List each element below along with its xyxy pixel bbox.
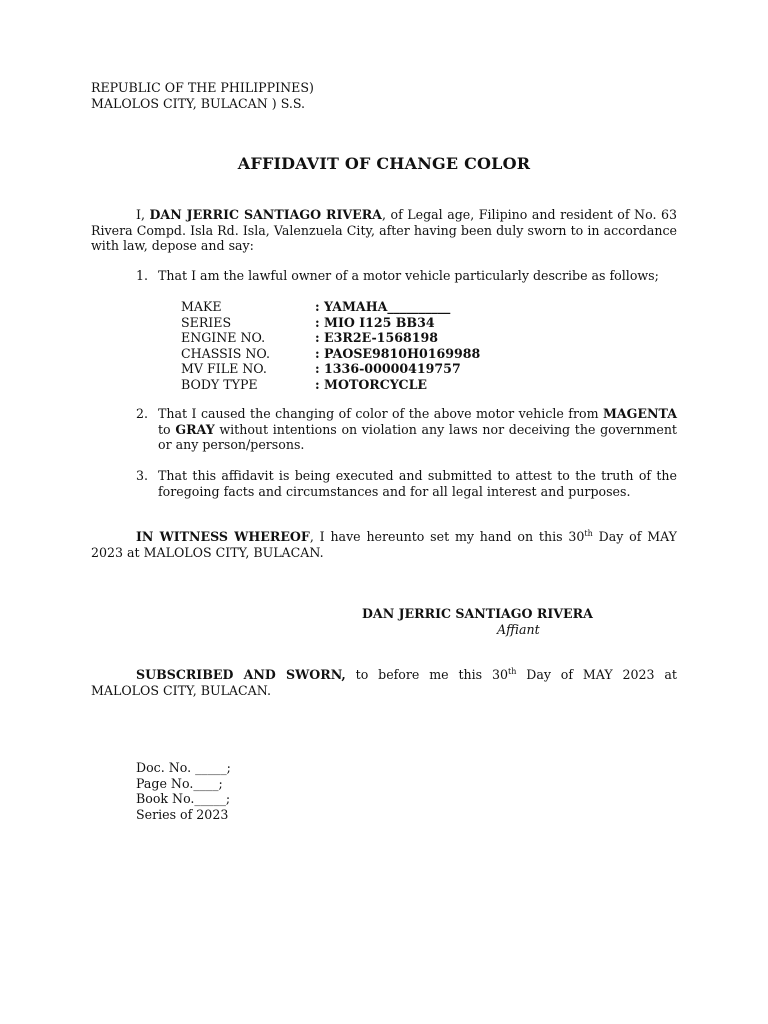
spec-label: CHASSIS NO. xyxy=(181,345,270,361)
intro-paragraph xyxy=(91,207,677,254)
spec-label: MV FILE NO. xyxy=(181,361,267,376)
spec-label: MAKE xyxy=(181,299,222,314)
witness-lead: IN WITNESS WHEREOF xyxy=(136,529,310,544)
item-1-number: 1. xyxy=(136,268,149,283)
item-3-text: That this affidavit is being executed and submitted to attest to the truth of the foregoing facts and circumstances and for all legal interest and purposes. xyxy=(158,468,677,499)
item-2-part-1: That I caused the changing of color of the above motor vehicle from xyxy=(158,406,603,421)
intro-lead: I, xyxy=(136,207,150,222)
affiant-name: DAN JERRIC SANTIAGO RIVERA xyxy=(149,207,382,222)
witness-paragraph xyxy=(91,529,677,560)
spec-value: : 1336-00000419757 xyxy=(315,361,461,376)
jurat-part-1: to before me this 30 xyxy=(345,667,508,682)
vehicle-specs xyxy=(181,299,581,392)
jurat-part-2: Day of MAY 2023 at MALOLOS CITY, BULACAN. xyxy=(91,667,677,698)
spec-label: ENGINE NO. xyxy=(181,330,266,345)
spec-row-make xyxy=(181,299,581,315)
from-color: MAGENTA xyxy=(602,406,677,421)
intro-rest: , of Legal age, Filipino and resident of No. 63 Rivera Compd. Isla Rd. Isla, Valenzuela City, after having been duly sworn to in accordance with law, depose and say: xyxy=(91,207,677,253)
item-2-part-2: to xyxy=(158,421,176,437)
document-title: AFFIDAVIT OF CHANGE COLOR xyxy=(237,154,531,173)
jurat-lead: SUBSCRIBED AND SWORN, xyxy=(136,667,346,682)
item-2 xyxy=(136,406,677,453)
spec-value: : MOTORCYCLE xyxy=(315,376,428,392)
item-2-text xyxy=(136,406,677,453)
to-color: GRAY xyxy=(175,421,215,437)
spec-row-body-type xyxy=(181,377,581,393)
spec-row-mv-file xyxy=(181,361,581,377)
spec-value: : YAMAHA__________ xyxy=(315,299,451,314)
spec-value: : PAOSE9810H0169988 xyxy=(315,345,481,361)
spec-row-chassis xyxy=(181,346,581,362)
witness-part-2: Day of MAY 2023 at MALOLOS CITY, BULACAN. xyxy=(91,529,677,560)
notary-doc-no: Doc. No. _____; xyxy=(136,760,231,775)
item-1 xyxy=(136,268,677,284)
witness-part-1: , I have hereunto set my hand on this 30 xyxy=(309,529,585,544)
spec-value: : MIO I125 BB34 xyxy=(315,314,435,330)
signature-role: Affiant xyxy=(497,622,540,637)
spec-label: SERIES xyxy=(181,314,232,330)
item-2-number: 2. xyxy=(136,406,149,421)
witness-sup: th xyxy=(584,528,593,538)
item-1-text: That I am the lawful owner of a motor vehicle particularly describe as follows; xyxy=(158,268,659,283)
item-3 xyxy=(136,468,677,499)
notary-block xyxy=(136,760,231,822)
spec-row-series xyxy=(181,315,581,331)
notary-book-no: Book No._____; xyxy=(136,791,231,806)
spec-value: : E3R2E-1568198 xyxy=(315,330,439,345)
venue-line-1: REPUBLIC OF THE PHILIPPINES) xyxy=(91,80,314,95)
venue-block xyxy=(91,80,314,111)
signature-name: DAN JERRIC SANTIAGO RIVERA xyxy=(362,606,593,621)
spec-label: BODY TYPE xyxy=(181,376,258,392)
jurat-sup: th xyxy=(508,666,517,676)
spec-row-engine xyxy=(181,330,581,346)
venue-line-2: MALOLOS CITY, BULACAN ) S.S. xyxy=(91,95,306,111)
notary-page-no: Page No.____; xyxy=(136,775,223,791)
jurat-paragraph xyxy=(91,667,677,698)
item-3-number: 3. xyxy=(136,468,149,483)
item-2-part-3: without intentions on violation any laws nor deceiving the government or any person/persons. xyxy=(158,421,677,452)
notary-series: Series of 2023 xyxy=(136,806,229,822)
